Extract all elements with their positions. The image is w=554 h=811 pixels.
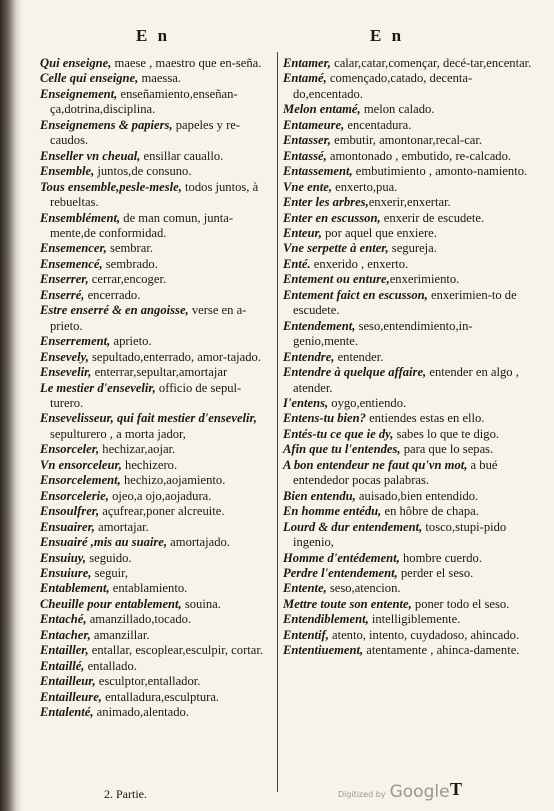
definition: calar,catar,començar, decé-tar,encentar. (330, 56, 532, 70)
headword: Ensevelir, (40, 365, 92, 380)
headword: Enseller vn cheual, (40, 148, 141, 163)
headword: Ententif, (283, 627, 329, 642)
dictionary-entry (40, 628, 273, 643)
headword: Entaché, (40, 612, 87, 627)
definition: seguir, (91, 565, 129, 580)
headword: A bon entendeur ne faut qu'vn mot, (283, 457, 468, 472)
definition: amanzillado,tocado. (86, 612, 192, 627)
dictionary-entry (283, 319, 535, 350)
headword: Melon entamé, (283, 102, 361, 117)
column-divider (277, 52, 278, 792)
headword: Entamé, (283, 71, 327, 86)
dictionary-entry (40, 288, 273, 303)
dictionary-entry (40, 566, 273, 581)
dictionary-entry (283, 272, 535, 287)
dictionary-entry (283, 442, 535, 457)
headword: Le mestier d'ensevelir, (40, 380, 156, 395)
definition: enxerimiento. (389, 272, 460, 287)
dictionary-entry (283, 504, 535, 519)
dictionary-entry (283, 581, 535, 596)
definition: de man comun, junta-mente,de conformidad. (50, 210, 234, 240)
right-column (283, 56, 535, 659)
dictionary-entry (40, 520, 273, 535)
headword: Ensuiure, (40, 565, 92, 580)
dictionary-entry (283, 566, 535, 581)
headword: Entailleur, (40, 674, 96, 689)
definition: esculptor,entallador. (95, 674, 201, 689)
headword: Entés-tu ce que ie dy, (283, 426, 394, 441)
headword: Ensuairer, (40, 519, 95, 534)
dictionary-entry (40, 211, 273, 242)
running-header-left: E n (136, 26, 171, 45)
definition: seso,atencion. (326, 581, 401, 596)
definition: enxerir de escudete. (380, 210, 485, 225)
dictionary-entry (40, 365, 273, 380)
definition: para que lo sepas. (400, 442, 494, 457)
headword: Ensemblément, (40, 210, 121, 225)
headword: Entablement, (40, 581, 110, 596)
dictionary-entry (40, 411, 273, 442)
headword: Enserrer, (40, 272, 89, 287)
definition: enseñamiento,enseñan-ça,dotrina,disciplina. (50, 86, 238, 117)
dictionary-entry (40, 87, 273, 118)
definition: poner todo el seso. (411, 596, 510, 611)
definition: encentadura. (344, 117, 412, 132)
definition: sepultado,enterrado, amor-tajado. (88, 349, 261, 364)
definition: seso,entendimiento,in-genio,mente. (293, 318, 473, 349)
definition: seguido. (86, 550, 132, 565)
dictionary-entry (40, 164, 273, 179)
definition: enxerir,enxertar. (368, 195, 451, 210)
headword: Ententiuement, (283, 643, 364, 658)
definition: hechizar,aojar. (99, 442, 176, 457)
dictionary-entry (283, 257, 535, 272)
headword: Mettre toute son entente, (283, 596, 412, 611)
definition: enterrar,sepultar,amortajar (91, 365, 228, 380)
definition: segureja. (388, 241, 437, 256)
dictionary-entry (40, 303, 273, 334)
definition: por aquel que enxiere. (321, 225, 437, 240)
definition: entallar, escoplear,esculpir, cortar. (88, 643, 264, 658)
dictionary-entry (40, 118, 273, 149)
headword: Entendre, (283, 349, 335, 364)
headword: Ensorcelement, (40, 473, 121, 488)
definition: animado,alentado. (93, 705, 189, 720)
dictionary-entry (40, 690, 273, 705)
headword: Ensevelisseur, qui fait mestier d'ensevelir, (40, 411, 257, 426)
dictionary-entry (283, 149, 535, 164)
headword: Enserré, (40, 287, 85, 302)
headword: Entement ou enture, (283, 272, 390, 287)
definition: encerrado. (84, 287, 141, 302)
dictionary-entry (40, 659, 273, 674)
definition: començado,catado, decenta-do,encentado. (293, 71, 473, 101)
definition: embutimiento , amonto-namiento. (352, 164, 528, 179)
dictionary-entry (40, 241, 273, 256)
dictionary-entry (283, 365, 535, 396)
digitized-watermark: Digitized by Google (338, 782, 450, 802)
definition: maese , maestro que en-seña. (111, 56, 262, 70)
dictionary-entry (283, 396, 535, 411)
definition: hechizo,aojamiento. (120, 473, 226, 488)
dictionary-entry (40, 381, 273, 412)
dictionary-entry (283, 350, 535, 365)
dictionary-entry (40, 489, 273, 504)
headword: I'entens, (283, 395, 329, 410)
headword: Lourd & dur entendement, (283, 519, 423, 534)
left-column (40, 56, 273, 720)
definition: amontonado , embutido, re-calcado. (326, 148, 512, 163)
dictionary-entry (283, 71, 535, 102)
definition: entalladura,esculptura. (101, 689, 220, 704)
headword: Vne ente, (283, 179, 332, 194)
definition: verse en a-prieto. (50, 303, 247, 333)
dictionary-entry (40, 56, 273, 71)
headword: Vne serpette à enter, (283, 241, 389, 256)
part-label: 2. Partie. (104, 787, 147, 801)
dictionary-entry (40, 535, 273, 550)
definition: entiendes estas en ello. (365, 411, 485, 426)
book-spine (0, 0, 22, 811)
dictionary-entry (40, 257, 273, 272)
definition: amortajado. (167, 535, 230, 550)
headword: Ensorcelerie, (40, 488, 109, 503)
dictionary-entry (283, 458, 535, 489)
headword: Ensorceler, (40, 442, 100, 457)
headword: Ensuairé ,mis au suaire, (40, 535, 168, 550)
dictionary-entry (40, 612, 273, 627)
definition: todos juntos, à rebueltas. (50, 179, 259, 210)
dictionary-entry (40, 71, 273, 86)
headword: Entaillé, (40, 658, 85, 673)
definition: a bué entendedor pocas palabras. (293, 457, 498, 488)
dictionary-entry (283, 180, 535, 195)
dictionary-entry (40, 674, 273, 689)
definition: auisado,bien entendido. (355, 488, 479, 503)
headword: Ensemencer, (40, 241, 107, 256)
definition: enxerido , enxerto. (310, 256, 409, 271)
definition: embutir, amontonar,recal-car. (330, 133, 483, 148)
headword: En homme entédu, (283, 504, 382, 519)
definition: ensillar cauallo. (140, 148, 224, 163)
definition: oygo,entiendo. (328, 395, 407, 410)
dictionary-entry (40, 705, 273, 720)
dictionary-entry (283, 520, 535, 551)
dictionary-entry (283, 411, 535, 426)
definition: amortajar. (94, 519, 149, 534)
headword: Ensemble, (40, 164, 95, 179)
headword: Afin que tu l'entendes, (283, 442, 401, 457)
headword: Homme d'entédement, (283, 550, 400, 565)
headword: Entacher, (40, 627, 91, 642)
definition: tosco,stupi-pido ingenio, (293, 519, 507, 550)
dictionary-entry (283, 551, 535, 566)
dictionary-entry (40, 334, 273, 349)
headword: Qui enseigne, (40, 56, 112, 70)
headword: Entens-tu bien? (283, 411, 366, 426)
definition: aprieto. (110, 334, 152, 349)
headword: Enteur, (283, 225, 322, 240)
headword: Entamer, (283, 56, 331, 70)
dictionary-entry (283, 241, 535, 256)
headword: Entendement, (283, 318, 356, 333)
headword: Celle qui enseigne, (40, 71, 139, 86)
headword: Ensevely, (40, 349, 89, 364)
definition: intelligiblemente. (368, 612, 461, 627)
headword: Estre enserré & en angoisse, (40, 303, 189, 318)
dictionary-entry (283, 628, 535, 643)
dictionary-entry (283, 195, 535, 210)
headword: Cheuille pour entablement, (40, 596, 182, 611)
definition: sembrado. (102, 256, 158, 271)
definition: entender. (334, 349, 384, 364)
headword: Tous ensemble,pesle-mesle, (40, 179, 182, 194)
dictionary-entry (283, 164, 535, 179)
dictionary-entry (283, 427, 535, 442)
headword: Ensemencé, (40, 256, 103, 271)
definition: açufrear,poner alcreuite. (99, 504, 225, 519)
dictionary-entry (283, 489, 535, 504)
headword: Enseignement, (40, 86, 118, 101)
dictionary-entry (40, 149, 273, 164)
headword: Vn ensorceleur, (40, 457, 122, 472)
headword: Entasser, (283, 133, 331, 148)
headword: Entente, (283, 581, 327, 596)
definition: ojeo,a ojo,aojadura. (108, 488, 212, 503)
dictionary-entry (40, 180, 273, 211)
signature-mark: T (450, 779, 463, 799)
headword: Entement faict en escusson, (283, 287, 428, 302)
headword: Enseignemens & papiers, (40, 117, 173, 132)
definition: entallado. (84, 658, 137, 673)
headword: Ensuiuy, (40, 550, 87, 565)
definition: sabes lo que te digo. (393, 426, 500, 441)
headword: Entailleure, (40, 689, 102, 704)
dictionary-entry (283, 612, 535, 627)
headword: Bien entendu, (283, 488, 356, 503)
dictionary-entry (40, 597, 273, 612)
dictionary-entry (40, 581, 273, 596)
headword: Enter en escusson, (283, 210, 381, 225)
definition: sepulturero , a morta jador, (50, 426, 186, 441)
dictionary-entry (40, 458, 273, 473)
dictionary-entry (283, 643, 535, 658)
headword: Entendiblement, (283, 612, 369, 627)
definition: perder el seso. (397, 565, 474, 580)
definition: entablamiento. (109, 581, 188, 596)
headword: Entendre à quelque affaire, (283, 365, 427, 380)
dictionary-entry (40, 442, 273, 457)
headword: Perdre l'entendement, (283, 565, 398, 580)
definition: melon calado. (360, 102, 435, 117)
dictionary-entry (283, 102, 535, 117)
definition: papeles y re-caudos. (50, 117, 241, 148)
dictionary-entry (283, 211, 535, 226)
definition: juntos,de consuno. (94, 164, 192, 179)
definition: cerrar,encoger. (88, 272, 167, 287)
definition: souina. (181, 596, 221, 611)
definition: atentamente , ahinca-damente. (363, 643, 520, 658)
dictionary-entry (40, 504, 273, 519)
definition: sembrar. (106, 241, 153, 256)
headword: Entameure, (283, 117, 345, 132)
dictionary-entry (283, 118, 535, 133)
definition: officio de sepul-turero. (50, 380, 242, 410)
headword: Entassement, (283, 164, 353, 179)
dictionary-entry (40, 643, 273, 658)
dictionary-entry (40, 473, 273, 488)
headword: Enter les arbres, (283, 195, 369, 210)
headword: Entassé, (283, 148, 327, 163)
dictionary-entry (283, 56, 535, 71)
definition: hechizero. (121, 457, 178, 472)
headword: Entalenté, (40, 705, 94, 720)
dictionary-entry (40, 350, 273, 365)
running-header-right: E n (370, 26, 405, 45)
dictionary-entry (283, 226, 535, 241)
definition: maessa. (138, 71, 181, 86)
definition: hombre cuerdo. (399, 550, 483, 565)
headword: Ensoulfrer, (40, 504, 100, 519)
dictionary-entry (40, 551, 273, 566)
definition: atento, intento, cuydadoso, ahincado. (328, 627, 520, 642)
definition: amanzillar. (90, 627, 150, 642)
headword: Enté. (283, 256, 311, 271)
definition: entender en algo , atender. (293, 365, 519, 395)
definition: enxerto,pua. (331, 179, 398, 194)
dictionary-entry (40, 272, 273, 287)
definition: enxerimien-to de escudete. (293, 287, 517, 318)
dictionary-entry (283, 288, 535, 319)
headword: Entailler, (40, 643, 89, 658)
dictionary-entry (283, 597, 535, 612)
headword: Enserrement, (40, 334, 111, 349)
definition: en hôbre de chapa. (381, 504, 479, 519)
dictionary-entry (283, 133, 535, 148)
